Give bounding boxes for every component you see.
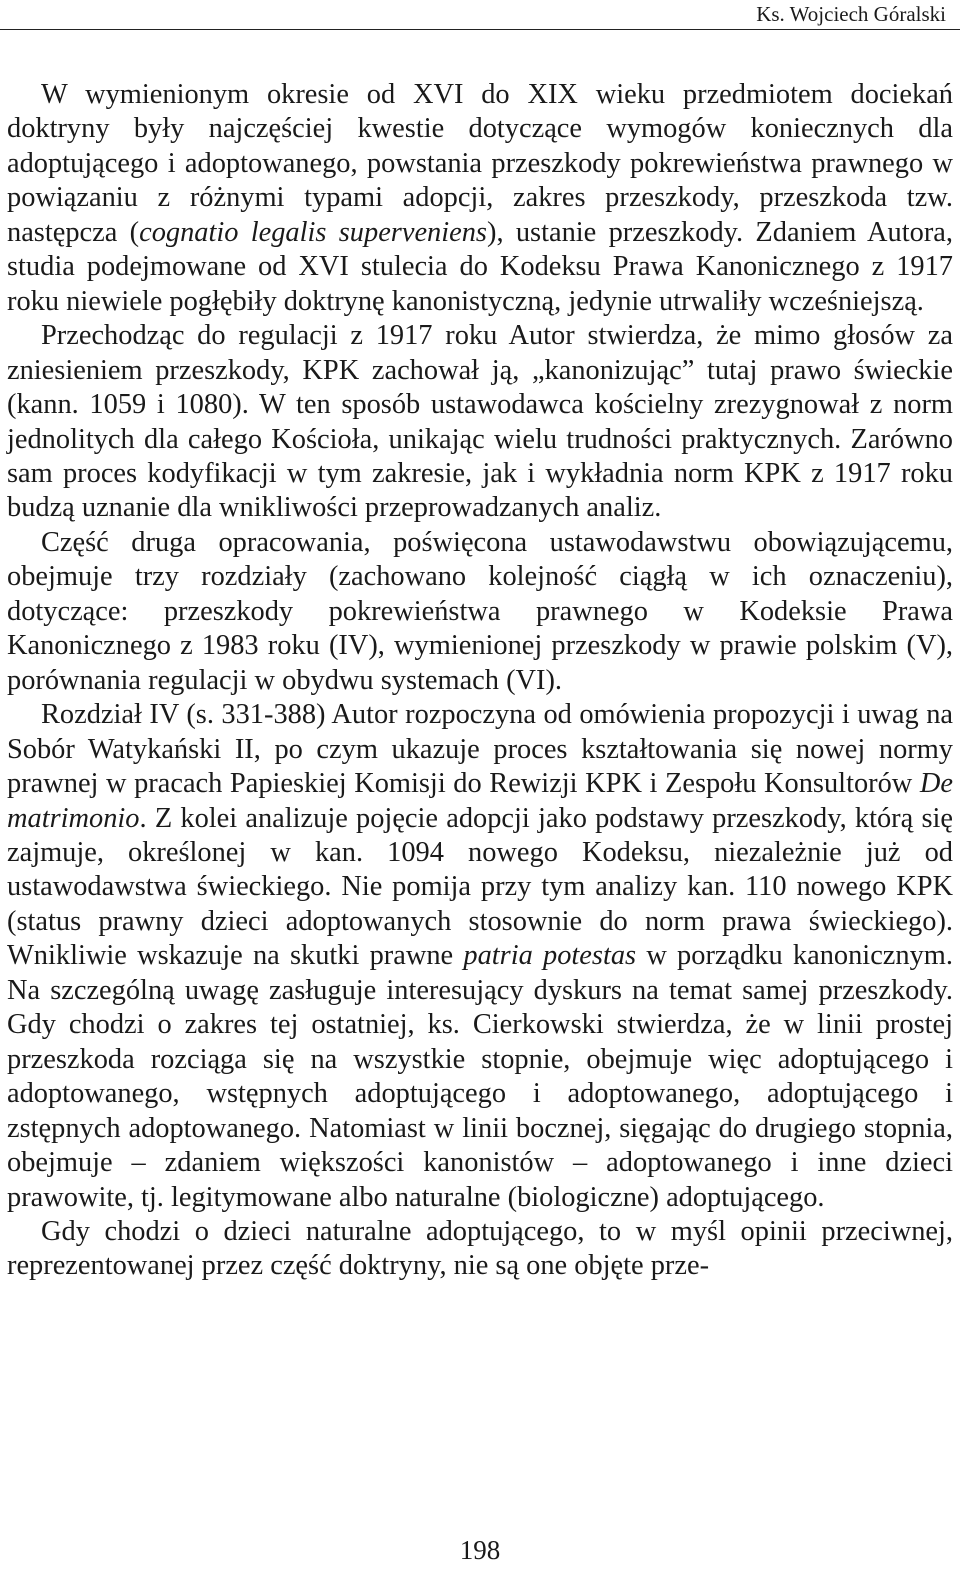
paragraph bbox=[7, 78, 953, 319]
text-run: w porządku kanonicznym. Na szczególną uwagę zasługuje interesujący dyskurs na temat samej przeszkody. Gdy chodzi o zakres tej ostatniej, ks. Cierkowski stwierdza, że w linii prostej przeszkoda rozciąga się na wszystkie stopnie, obejmuje więc adoptującego i adoptowanego, wstępnych adoptującego i adoptowanego, adoptującego i zstępnych adoptowanego. Natomiast w linii bocznej, sięgając do drugiego stopnia, obejmuje – zdaniem większości kanonistów – adoptowanego i inne dzieci prawowite, tj. legitymowane albo naturalne (biologiczne) adoptującego. bbox=[7, 940, 953, 1213]
paragraph bbox=[7, 319, 953, 526]
page-number: 198 bbox=[459, 1535, 501, 1565]
text-run: W wymienionym okresie od XVI do XIX wieku przedmiotem dociekań doktryny były najczęściej kwestie dotyczące wymogów koniecznych dla adoptującego i adoptowanego, powstania przeszkody pokrewieństwa prawnego w powiązaniu z różnymi typami adopcji, zakres przeszkody, przeszkoda tzw. następcza ( bbox=[7, 79, 953, 248]
text-run: Przechodząc do regulacji z 1917 roku Autor stwierdza, że mimo głosów za zniesieniem przeszkody, KPK zachował ją, „kanonizując” tutaj prawo świeckie (kann. 1059 i 1080). W ten sposób ustawodawca kościelny zrezygnował z norm jednolitych dla całego Kościoła, unikając wielu trudności praktycznych. Zarówno sam proces kodyfikacji w tym zakresie, jak i wykładnia norm KPK z 1917 roku budzą uznanie dla wnikliwości przeprowadzanych analiz. bbox=[7, 320, 953, 524]
text-run: ), ustanie przeszkody. Zdaniem Autora, studia podejmowane od XVI stulecia do Kodeksu Prawa Kanonicznego z 1917 roku niewiele pogłębiły doktrynę kanonistyczną, jedynie utrwaliły wcześniejszą. bbox=[7, 216, 953, 317]
paragraph bbox=[7, 526, 953, 698]
paragraph bbox=[7, 1215, 953, 1284]
italic-term: patria potestas bbox=[463, 940, 637, 972]
italic-term: De matrimonio bbox=[7, 768, 953, 834]
paragraph bbox=[7, 698, 953, 1215]
text-run: . Z kolei analizuje pojęcie adopcji jako podstawy przeszkody, którą się zajmuje, określonej w kan. 1094 nowego Kodeksu, niezależnie już od ustawodawstwa świeckiego. Nie pomija przy tym analizy kan. 110 nowego KPK (status prawny dzieci adoptowanych stosownie do norm prawa świeckiego). Wnikliwie wskazuje na skutki prawne bbox=[7, 802, 953, 972]
italic-term: cognatio legalis superveniens bbox=[139, 216, 487, 248]
running-head-author: Ks. Wojciech Góralski bbox=[756, 2, 946, 26]
text-run: Rozdział IV (s. 331-388) Autor rozpoczyna od omówienia propozycji i uwag na Sobór Watykański II, po czym ukazuje proces kształtowania się nowej normy prawnej w pracach Papieskiej Komisji do Rewizji KPK i Zespołu Konsultorów bbox=[7, 699, 953, 800]
running-head bbox=[0, 0, 960, 30]
text-run: Gdy chodzi o dzieci naturalne adoptującego, to w myśl opinii przeciwnej, reprezentowanej przez część doktryny, nie są one objęte prze- bbox=[7, 1215, 953, 1282]
text-run: Część druga opracowania, poświęcona ustawodawstwu obowiązującemu, obejmuje trzy rozdziały (zachowano kolejność ciągłą w ich oznaczeniu), dotyczące: przeszkody pokrewieństwa prawnego w Kodeksie Prawa Kanonicznego z 1983 roku (IV), wymienionej przeszkody w prawie polskim (V), porównania regulacji w obydwu systemach (VI). bbox=[7, 526, 953, 696]
body-text bbox=[7, 78, 953, 1284]
